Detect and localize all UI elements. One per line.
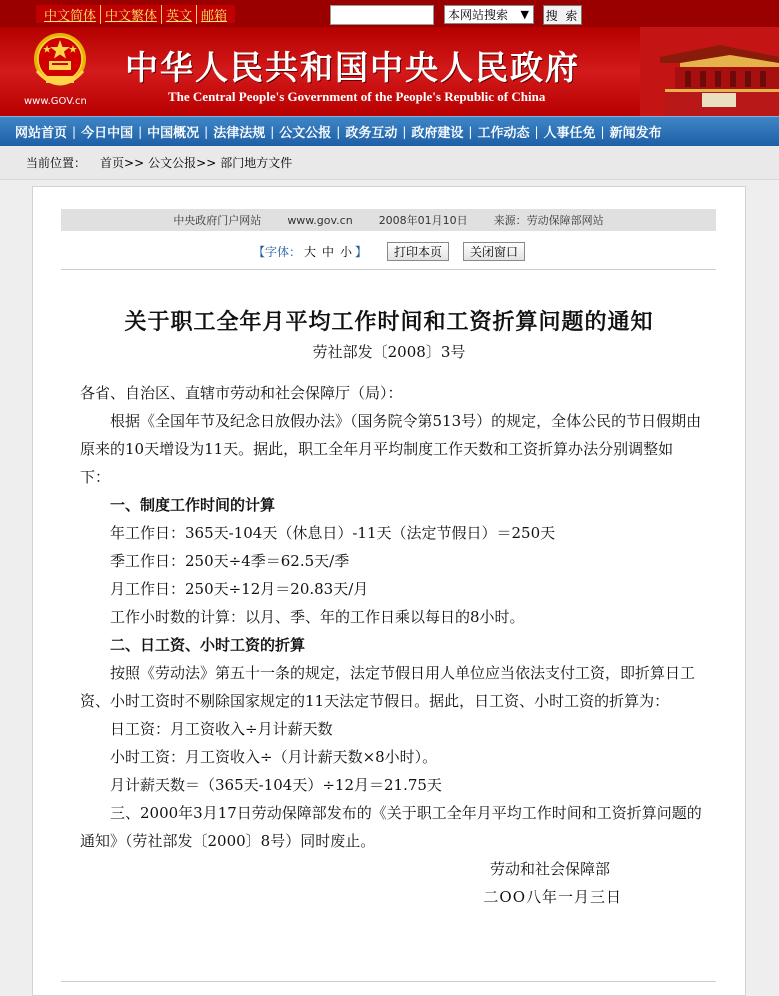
nav-divider: | [600,124,605,139]
breadcrumb-current[interactable]: 部门地方文件 [220,156,293,170]
site-title: 中华人民共和国中央人民政府 [125,48,580,87]
article-tools [33,240,745,262]
meta-source: 来源：劳动保障部网站 [493,214,604,227]
nav-home[interactable]: 网站首页 [15,126,68,141]
close-window-button[interactable]: 关闭窗口 [463,242,525,261]
nav-divider: | [468,124,473,139]
top-utility-bar [0,0,779,27]
section-1-item: 月工作日：250天÷12月＝20.83天/月 [110,580,369,598]
section-2-item: 日工资：月工资收入÷月计薪天数 [110,720,333,738]
section-1-item: 年工作日：365天-104天（休息日）-11天（法定节假日）＝250天 [110,524,556,542]
article-title: 关于职工全年月平均工作时间和工资折算问题的通知 [124,309,654,335]
nav-divider: | [402,124,407,139]
document-number: 劳社部发〔2008〕3号 [312,343,466,361]
section-2-intro: 按照《劳动法》第五十一条的规定，法定节假日用人单位应当依法支付工资，即折算日工资、小时工资时不剔除国家规定的11天法定节假日。据此，日工资、小时工资的折算为： [80,664,696,710]
article-meta [61,209,716,231]
nav-appointments[interactable]: 人事任免 [543,126,596,141]
signature-organization: 劳动和社会保障部 [489,860,610,878]
link-traditional-chinese[interactable]: 中文繁体 [100,5,161,24]
search-scope-value: 本网站搜索 [448,8,509,22]
nav-divider: | [72,124,77,139]
search-button[interactable]: 搜 索 [543,5,582,25]
meta-portal: 中央政府门户网站 [173,214,262,227]
font-size-label [253,243,367,260]
site-url: www.GOV.cn [24,96,87,107]
nav-divider: | [270,124,275,139]
site-subtitle-english: The Central People's Government of the People's Republic of China [168,89,546,104]
main-navigation [0,116,779,146]
nav-press[interactable]: 新闻发布 [609,126,662,141]
font-size-prefix: 【字体： [252,244,301,259]
link-mailbox[interactable]: 邮箱 [196,5,231,24]
meta-date: 2008年01月10日 [378,214,468,227]
nav-laws[interactable]: 法律法规 [213,126,266,141]
nav-work-news[interactable]: 工作动态 [477,126,530,141]
nav-interaction[interactable]: 政务互动 [345,126,398,141]
signature-date: 二OO八年一月三日 [483,888,622,906]
divider [61,981,716,982]
section-1-item: 工作小时数的计算：以月、季、年的工作日乘以每日的8小时。 [110,608,525,626]
section-1-heading: 一、制度工作时间的计算 [110,496,276,514]
font-large-link[interactable]: 大 [303,244,316,259]
nav-today-china[interactable]: 今日中国 [81,126,134,141]
chevron-down-icon: ▼ [520,8,529,21]
section-2-item: 小时工资：月工资收入÷（月计薪天数×8小时）。 [110,748,438,766]
link-simplified-chinese[interactable]: 中文简体 [44,8,97,24]
link-english[interactable]: 英文 [161,5,196,24]
tiananmen-gate-image [640,27,779,116]
salutation: 各省、自治区、直辖市劳动和社会保障厅（局）： [80,384,403,402]
breadcrumb-label: 当前位置： [26,156,87,170]
site-banner [0,27,779,116]
font-medium-link[interactable]: 中 [321,244,334,259]
nav-divider: | [534,124,539,139]
national-emblem-icon[interactable] [31,31,89,93]
section-3-paragraph: 三、2000年3月17日劳动保障部发布的《关于职工全年月平均工作时间和工资折算问题的通知》（劳社部发〔2000〕8号）同时废止。 [80,804,702,850]
breadcrumb [0,146,779,180]
nav-china-overview[interactable]: 中国概况 [147,126,200,141]
nav-documents[interactable]: 公文公报 [279,126,332,141]
article-container [32,186,746,996]
nav-gov-building[interactable]: 政府建设 [411,126,464,141]
divider [61,269,716,270]
article-body [80,379,702,911]
search-scope-select[interactable] [444,5,534,24]
nav-divider: | [138,124,143,139]
section-2-heading: 二、日工资、小时工资的折算 [110,636,306,654]
font-size-suffix: 】 [355,244,368,259]
meta-url: www.gov.cn [287,213,353,227]
section-2-item: 月计薪天数＝（365天-104天）÷12月＝21.75天 [110,776,442,794]
nav-divider: | [204,124,209,139]
font-small-link[interactable]: 小 [339,244,352,259]
section-1-item: 季工作日：250天÷4季＝62.5天/季 [110,552,350,570]
language-links [36,5,235,23]
intro-paragraph: 根据《全国年节及纪念日放假办法》（国务院令第513号）的规定，全体公民的节日假期由原来的10天增设为11天。据此，职工全年月平均制度工作天数和工资折算办法分别调整如下： [80,412,702,486]
search-input[interactable] [330,5,434,25]
breadcrumb-home[interactable]: 首页>> [100,156,145,170]
print-button[interactable]: 打印本页 [387,242,449,261]
nav-divider: | [336,124,341,139]
breadcrumb-documents[interactable]: 公文公报>> [148,156,217,170]
